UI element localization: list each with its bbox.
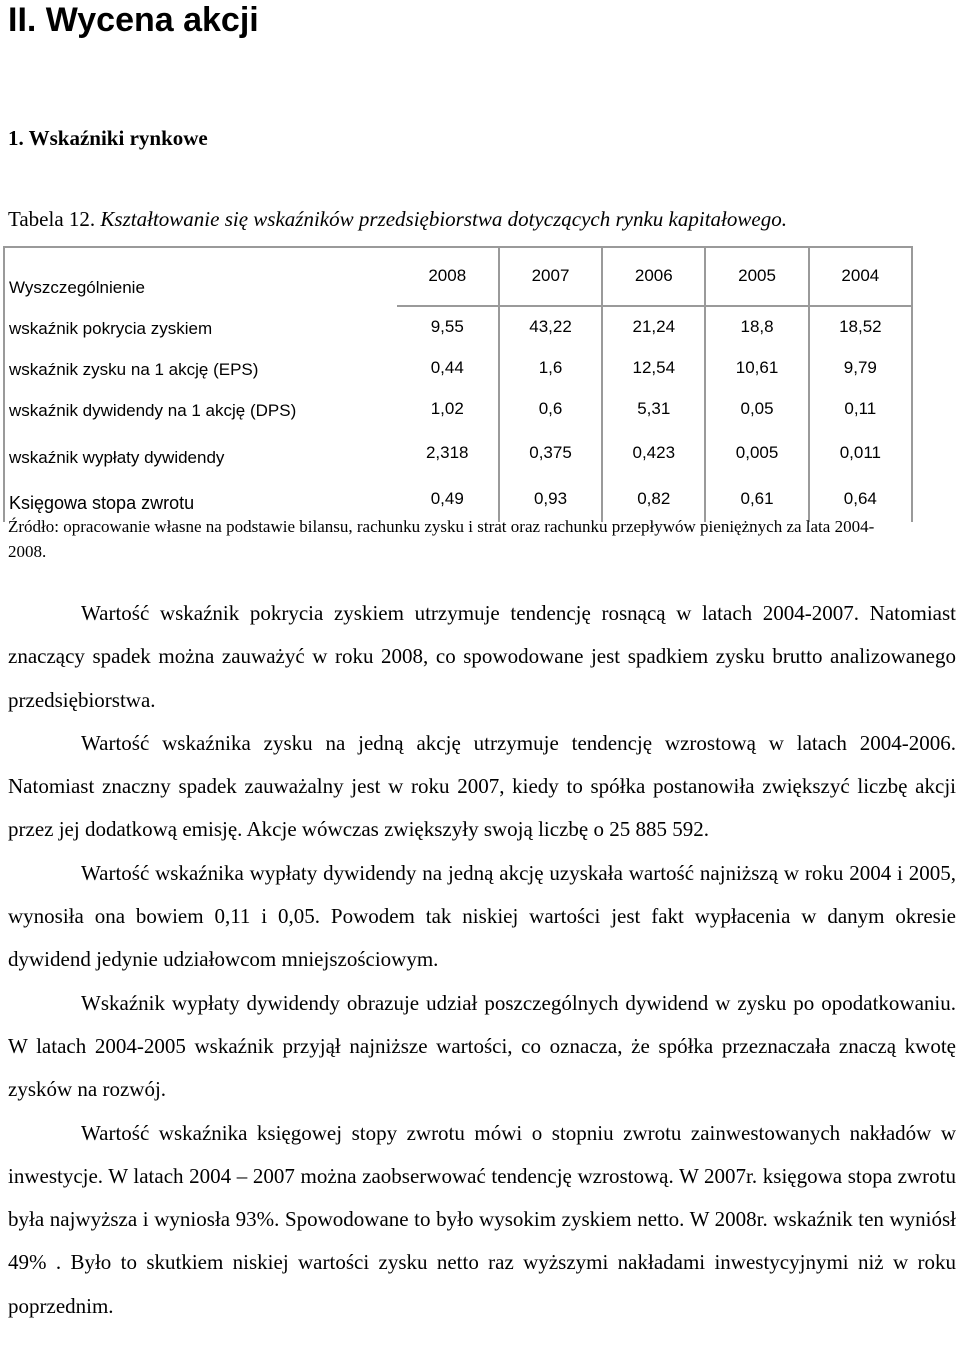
table-row <box>4 347 912 388</box>
table-cell: 21,24 <box>602 306 705 347</box>
row-label: wskaźnik wypłaty dywidendy <box>4 429 397 476</box>
table-cell: 1,02 <box>397 388 499 429</box>
table-cell: 0,05 <box>705 388 808 429</box>
table-cell: 0,6 <box>499 388 602 429</box>
table-cell: 2,318 <box>397 429 499 476</box>
row-label: wskaźnik pokrycia zyskiem <box>4 306 397 347</box>
table-cell: 0,11 <box>809 388 912 429</box>
table-cell: 12,54 <box>602 347 705 388</box>
row-label: wskaźnik dywidendy na 1 akcję (DPS) <box>4 388 397 429</box>
table-cell: 0,82 <box>602 476 705 522</box>
table-row <box>4 306 912 347</box>
table-cell: 0,49 <box>397 476 499 522</box>
table-cell: 0,005 <box>705 429 808 476</box>
table-cell: 18,8 <box>705 306 808 347</box>
row-label: wskaźnik zysku na 1 akcję (EPS) <box>4 347 397 388</box>
section-title: II. Wycena akcji <box>8 1 259 39</box>
year-header: 2007 <box>499 247 602 306</box>
table-cell: 18,52 <box>809 306 912 347</box>
paragraph: Wartość wskaźnika księgowej stopy zwrotu mówi o stopniu zwrotu zainwestowanych nakładów w inwestycje. W latach 2004 – 2007 można zaobserwować tendencję wzrostową. W 2007r. księgowa stopa zwrotu była najwyższa i wyniosła 93%. Spowodowane to było wysokim zyskiem netto. W 2008r. wskaźnik ten wyniósł 49% . Było to skutkiem niskiej wartości zysku netto raz wyższymi nakładami inwestycyjnymi niż w roku poprzednim. <box>8 1120 956 1318</box>
table-cell: 10,61 <box>705 347 808 388</box>
paragraph: Wartość wskaźnik pokrycia zyskiem utrzymuje tendencję rosnącą w latach 2004-2007. Natomiast znaczący spadek można zauważyć w roku 2008, co spowodowane jest spadkiem zysku brutto analizowanego przedsiębiorstwa. <box>8 601 956 712</box>
indicators-table <box>3 246 913 522</box>
table-cell: 0,61 <box>705 476 808 522</box>
year-header: 2005 <box>705 247 808 306</box>
paragraph: Wartość wskaźnika wypłaty dywidendy na jedną akcję uzyskała wartość najniższą w roku 2004 i 2005, wynosiła ona bowiem 0,11 i 0,05. Powodem tak niskiej wartości jest fakt wypłacenia w danym okresie dywidend jedynie udziałowcom mniejszościowym. <box>8 860 956 972</box>
table-cell: 1,6 <box>499 347 602 388</box>
table-cell: 9,55 <box>397 306 499 347</box>
year-header: 2006 <box>602 247 705 306</box>
table-row <box>4 388 912 429</box>
row-label: Księgowa stopa zwrotu <box>4 476 397 522</box>
source-note: Źródło: opracowanie własne na podstawie bilansu, rachunku zysku i strat oraz rachunku przepływów pieniężnych za lata 2004-2008. <box>8 517 875 561</box>
table-cell: 5,31 <box>602 388 705 429</box>
table-caption <box>8 204 958 234</box>
subsection-title: 1. Wskaźniki rynkowe <box>8 126 208 150</box>
header-label: Wyszczególnienie <box>4 247 397 306</box>
table-cell: 43,22 <box>499 306 602 347</box>
table-cell: 0,44 <box>397 347 499 388</box>
table-cell: 0,011 <box>809 429 912 476</box>
table-cell: 0,423 <box>602 429 705 476</box>
year-header: 2008 <box>397 247 499 306</box>
year-header: 2004 <box>809 247 912 306</box>
table-row <box>4 429 912 476</box>
table-caption-prefix: Tabela 12. <box>8 207 101 231</box>
table-header-row <box>4 247 912 306</box>
paragraph: Wartość wskaźnika zysku na jedną akcję utrzymuje tendencję wzrostową w latach 2004-2006. Natomiast znaczny spadek zauważalny jest w roku 2007, kiedy to spółka postanowiła zwiększyć liczbę akcji przez jej dodatkową emisję. Akcje wówczas zwiększyły swoją liczbę o 25 885 592. <box>8 730 956 842</box>
table-caption-text: Kształtowanie się wskaźników przedsiębiorstwa dotyczących rynku kapitałowego. <box>100 207 787 231</box>
table-cell: 9,79 <box>809 347 912 388</box>
table-cell: 0,64 <box>809 476 912 522</box>
paragraph: Wskaźnik wypłaty dywidendy obrazuje udział poszczególnych dywidend w zysku po opodatkowaniu. W latach 2004-2005 wskaźnik przyjął najniższe wartości, co oznacza, że spółka przeznaczała znaczą kwotę zysków na rozwój. <box>8 990 956 1102</box>
table-cell: 0,375 <box>499 429 602 476</box>
table-cell: 0,93 <box>499 476 602 522</box>
body-text <box>8 592 956 1328</box>
